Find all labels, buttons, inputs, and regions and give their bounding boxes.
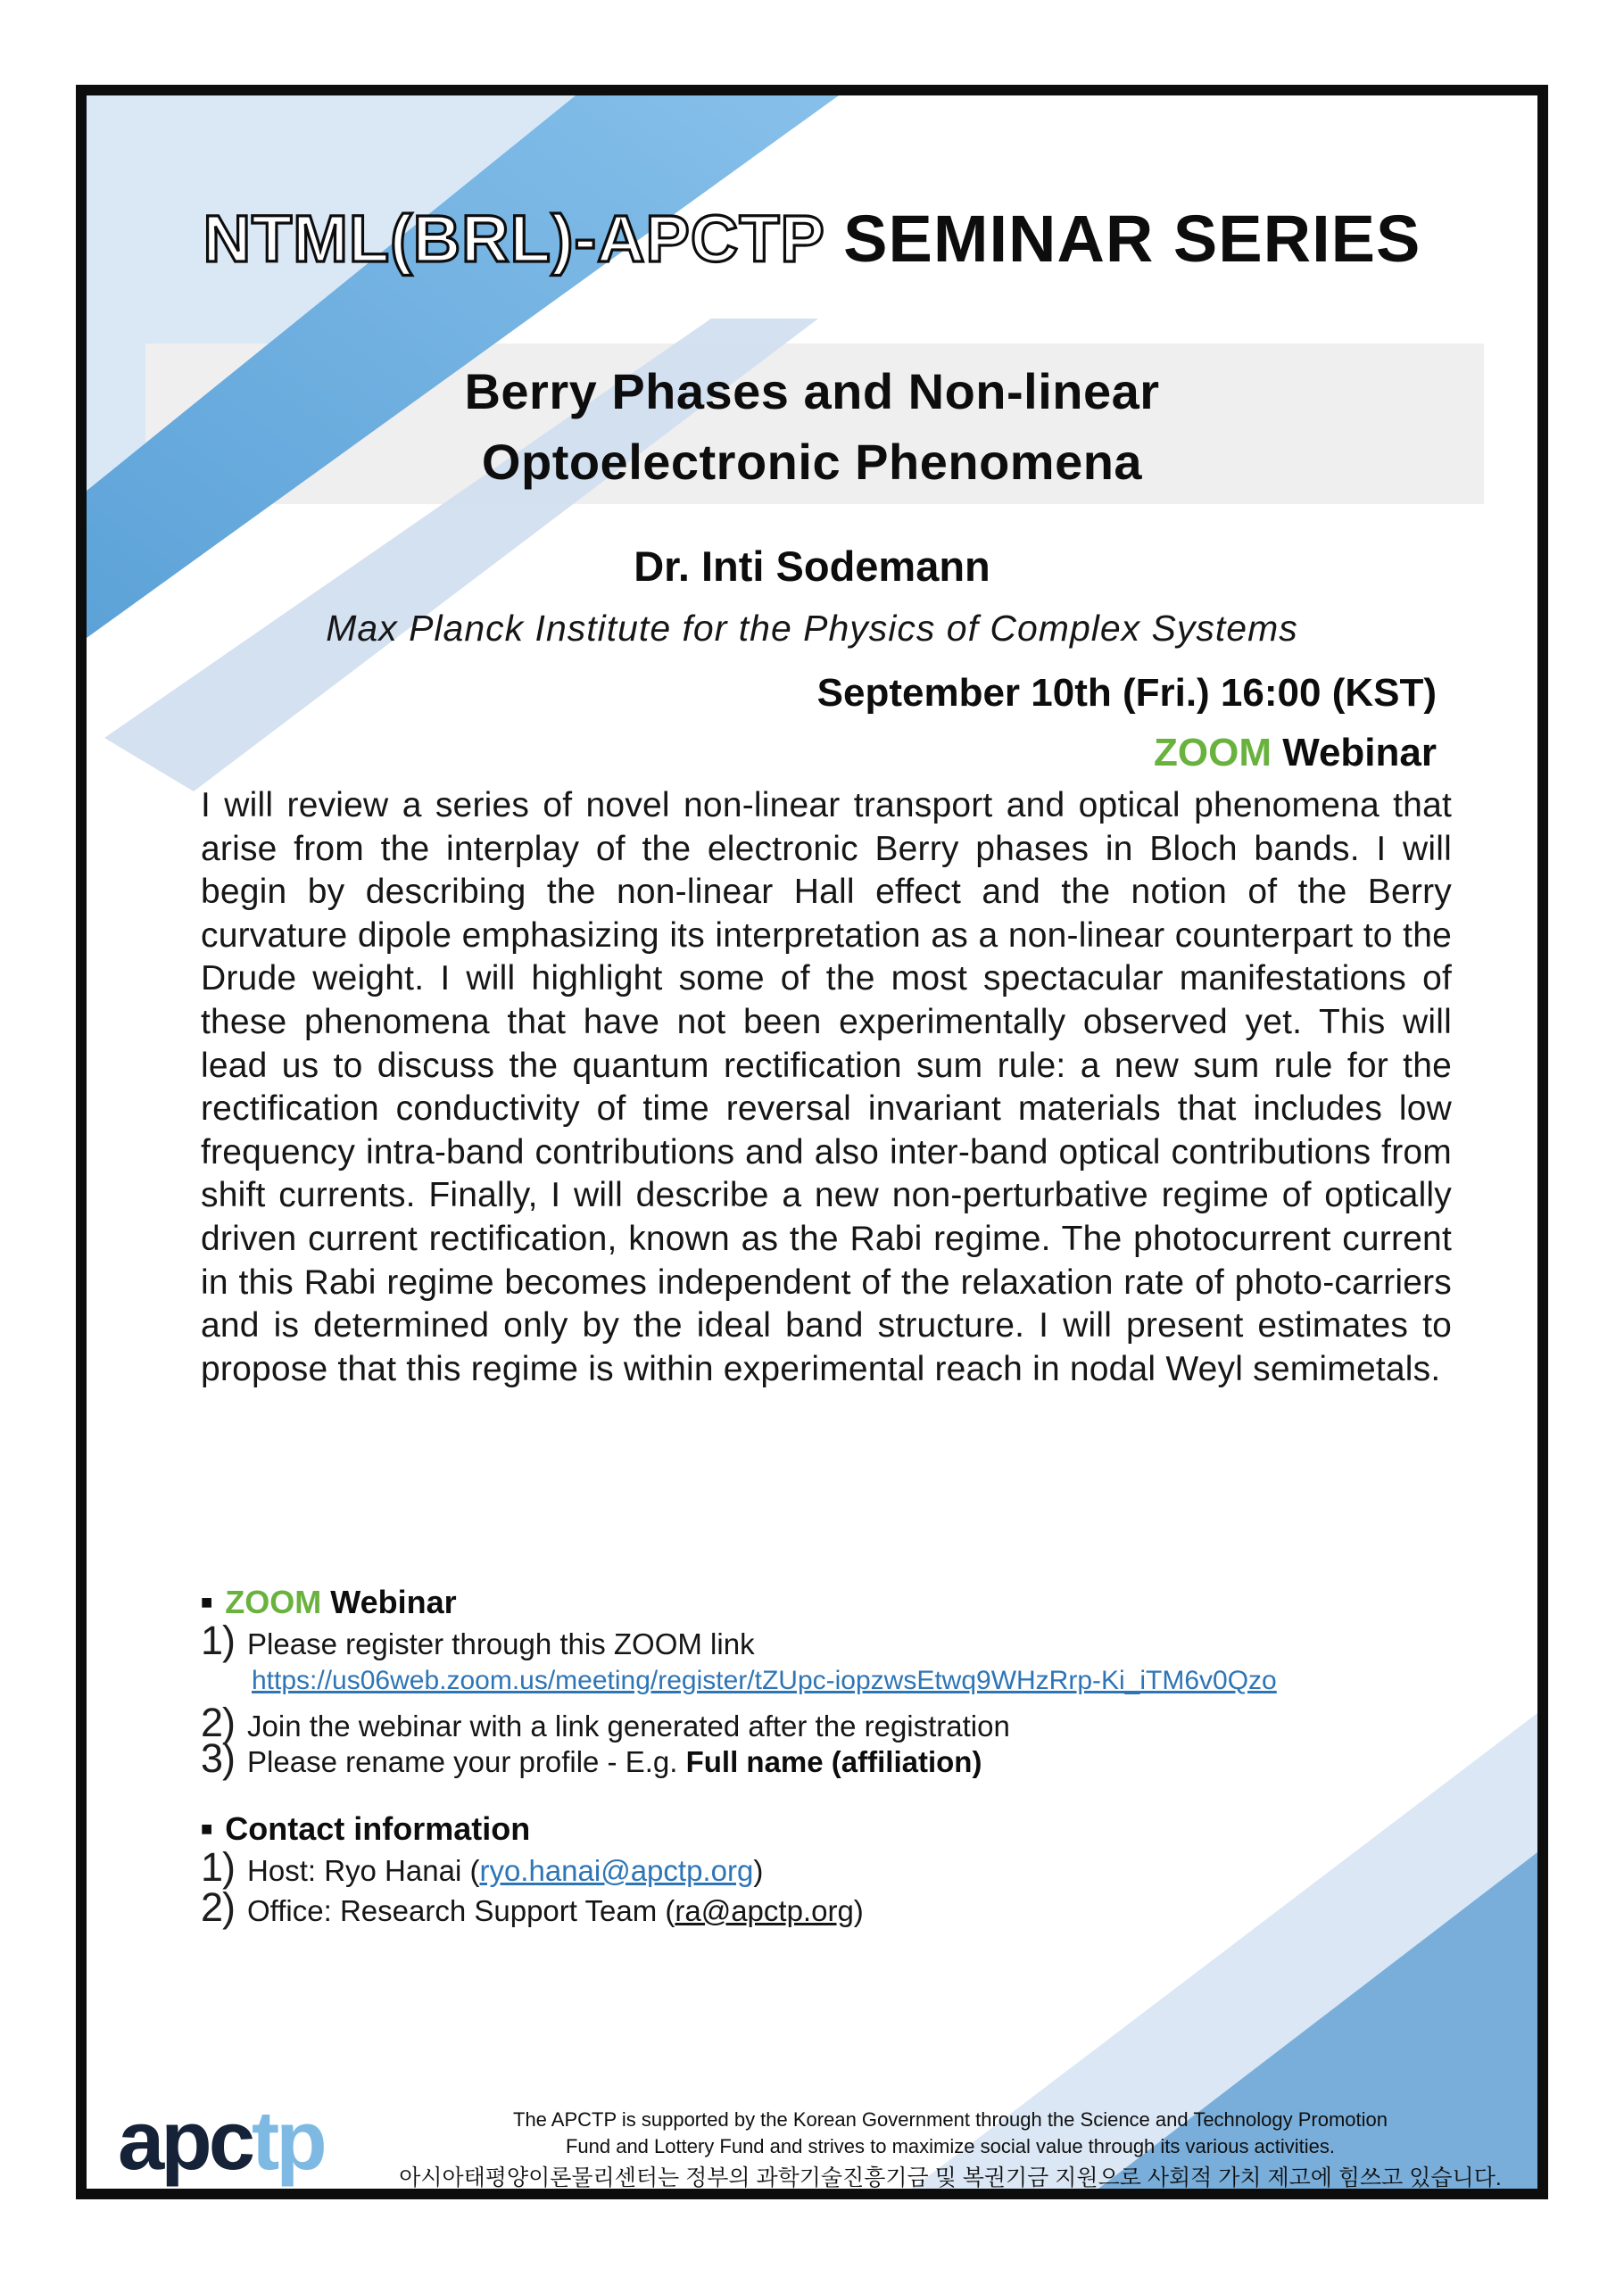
speaker-affiliation: Max Planck Institute for the Physics of Complex Systems — [326, 608, 1298, 649]
apctp-logo-tp: tp — [251, 2093, 324, 2187]
contact-2-number: 2) — [201, 1884, 236, 1930]
zoom-section-heading — [201, 1584, 457, 1621]
footer-support-line-korean: 아시아태평양이론물리센터는 정부의 과학기술진흥기금 및 복권기금 지원으로 사회적 가치 제고에 힘쓰고 있습니다. — [399, 2165, 1502, 2190]
contact-1-text: Host: Ryo Hanai ( — [247, 1854, 480, 1887]
office-email-link[interactable]: ra@apctp.org — [675, 1894, 854, 1927]
zoom-step-1 — [201, 1618, 755, 1664]
event-platform — [1154, 731, 1437, 775]
contact-1-close: ) — [753, 1854, 764, 1887]
seminar-series-title-outline: NTML(BRL)-APCTP — [203, 202, 824, 276]
platform-webinar-word: Webinar — [1271, 731, 1437, 774]
talk-title-line1: Berry Phases and Non-linear — [464, 363, 1160, 419]
zoom-step-1-text: Please register through this ZOOM link — [247, 1627, 755, 1660]
zoom-heading-rest: Webinar — [321, 1584, 457, 1620]
contact-heading-text: Contact information — [225, 1810, 531, 1847]
square-bullet-icon: ■ — [201, 1817, 213, 1840]
footer-support-text — [393, 2107, 1508, 2193]
footer-support-line2: Fund and Lottery Fund and strives to maximize social value through its various activities. — [565, 2135, 1336, 2157]
apctp-logo-apc: apc — [118, 2093, 252, 2187]
contact-2-text: Office: Research Support Team ( — [247, 1894, 675, 1927]
zoom-step-2-number: 2) — [201, 1700, 236, 1745]
speaker-name: Dr. Inti Sodemann — [634, 542, 990, 590]
square-bullet-icon: ■ — [201, 1591, 213, 1613]
zoom-registration-link[interactable]: https://us06web.zoom.us/meeting/register/tZUpc-iopzwsEtwq9WHzRrp-Ki_iTM6v0Qzo — [252, 1666, 1277, 1695]
platform-zoom-word: ZOOM — [1154, 731, 1272, 774]
zoom-step-2-text: Join the webinar with a link generated after the registration — [247, 1710, 1010, 1743]
footer-support-line1: The APCTP is supported by the Korean Government through the Science and Technology Promotion — [513, 2108, 1388, 2131]
talk-title — [87, 356, 1537, 497]
zoom-heading-zoom-word: ZOOM — [225, 1584, 322, 1620]
abstract-text: I will review a series of novel non-linear transport and optical phenomena that arise from the interplay of the electronic Berry phases in Bloch bands. I will begin by describing the non-linear Hall effect and the notion of the Berry curvature dipole emphasizing its interpretation as a non-linear counterpart to the Drude weight. I will highlight some of the most spectacular manifestations of these phenomena that have not been experimentally observed yet. This will lead us to discuss the quantum rectification sum rule: a new sum rule for the rectification conductivity of time reversal invariant materials that includes low frequency intra-band contributions and also inter-band optical contributions from shift currents. Finally, I will describe a new non-perturbative regime of optically driven current rectification, known as the Rabi regime. The photocurrent current in this Rabi regime becomes independent of the relaxation rate of photo-carriers and is determined only by the ideal band structure. I will present estimates to propose that this regime is within experimental reach in nodal Weyl semimetals. — [201, 786, 1452, 1388]
contact-section-heading — [201, 1810, 530, 1848]
poster-frame — [76, 85, 1548, 2199]
host-email-link[interactable]: ryo.hanai@apctp.org — [479, 1854, 754, 1887]
apctp-logo — [118, 2092, 324, 2189]
seminar-series-title — [87, 201, 1537, 277]
zoom-step-3-number: 3) — [201, 1735, 236, 1781]
zoom-registration-link-line — [252, 1666, 1277, 1696]
zoom-step-1-number: 1) — [201, 1618, 236, 1663]
contact-office-line — [201, 1884, 864, 1931]
contact-1-number: 1) — [201, 1844, 236, 1890]
seminar-series-title-solid: SEMINAR SERIES — [824, 202, 1421, 276]
zoom-step-3 — [201, 1735, 982, 1782]
zoom-step-3-bold-text: Full name (affiliation) — [685, 1745, 982, 1778]
zoom-step-3-text: Please rename your profile - E.g. — [247, 1745, 686, 1778]
contact-2-close: ) — [853, 1894, 864, 1927]
event-datetime: September 10th (Fri.) 16:00 (KST) — [816, 671, 1437, 715]
talk-title-line2: Optoelectronic Phenomena — [481, 434, 1143, 490]
